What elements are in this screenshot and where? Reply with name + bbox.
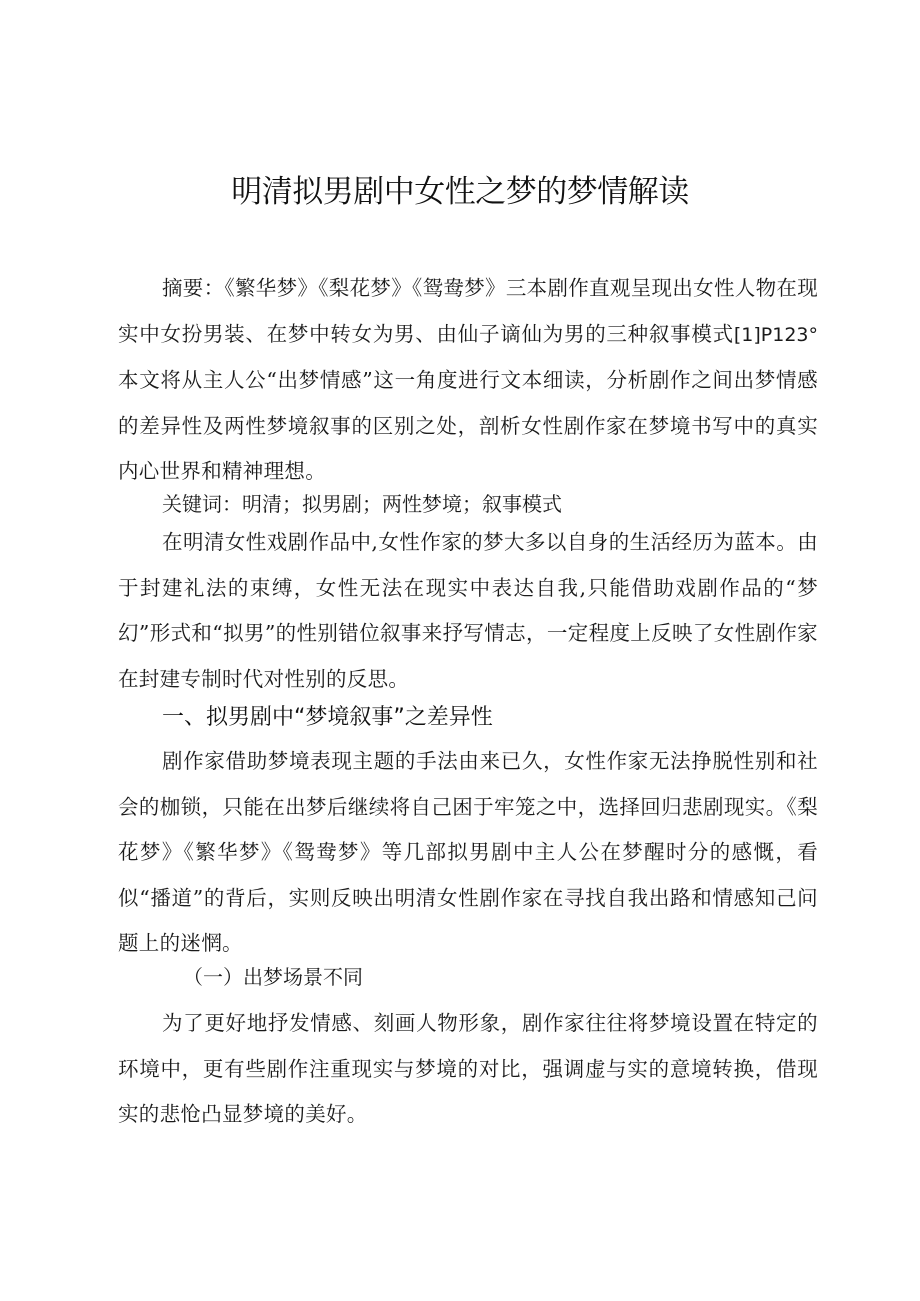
abstract-text-continued: 本文将从主人公“出梦情感”这一角度进行文本细读，分析剧作之间出梦情感的差异性及两性梦境叙事的区别之处，剖析女性剧作家在梦境书写中的真实内心世界和精神理想。 [118,368,818,483]
keywords-line: 关键词：明清；拟男剧；两性梦境；叙事模式 [162,492,562,516]
abstract-label: 摘要： [162,276,225,300]
document-title: 明清拟男剧中女性之梦的梦情解读 [231,174,689,210]
abstract-text: 《繁华梦》《梨花梦》《鸳鸯梦》三本剧作直观呈现出女性人物在现实中女扮男装、在梦中转女为男、由仙子谪仙为男的三种叙事模式 [118,276,818,346]
section-heading: 一、拟男剧中“梦境叙事”之差异性 [162,705,493,730]
subsection-body-paragraph: 为了更好地抒发情感、刻画人物形象，剧作家往往将梦境设置在特定的环境中，更有些剧作注重现实与梦境的对比，强调虚与实的意境转换，借现实的悲怆凸显梦境的美好。 [118,1011,818,1126]
section-body-paragraph: 剧作家借助梦境表现主题的手法由来已久，女性作家无法挣脱性别和社会的枷锁，只能在出梦后继续将自己困于牢笼之中，选择回归悲剧现实。《梨花梦》《繁华梦》《鸳鸯梦》等几部拟男剧中主人公在梦醒时分的感慨，看似“播道”的背后，实则反映出明清女性剧作家在寻找自我出路和情感知己问题上的迷惘。 [118,749,818,955]
intro-paragraph: 在明清女性戏剧作品中,女性作家的梦大多以自身的生活经历为蓝本。由于封建礼法的束缚，女性无法在现实中表达自我,只能借助戏剧作品的“梦幻”形式和“拟男”的性别错位叙事来抒写情志，一定程度上反映了女性剧作家在封建专制时代对性别的反思。 [118,530,818,691]
abstract-paragraph [118,266,818,495]
citation-reference: [1]P123° [733,323,818,346]
subsection-heading: （一）出梦场景不同 [183,965,363,989]
